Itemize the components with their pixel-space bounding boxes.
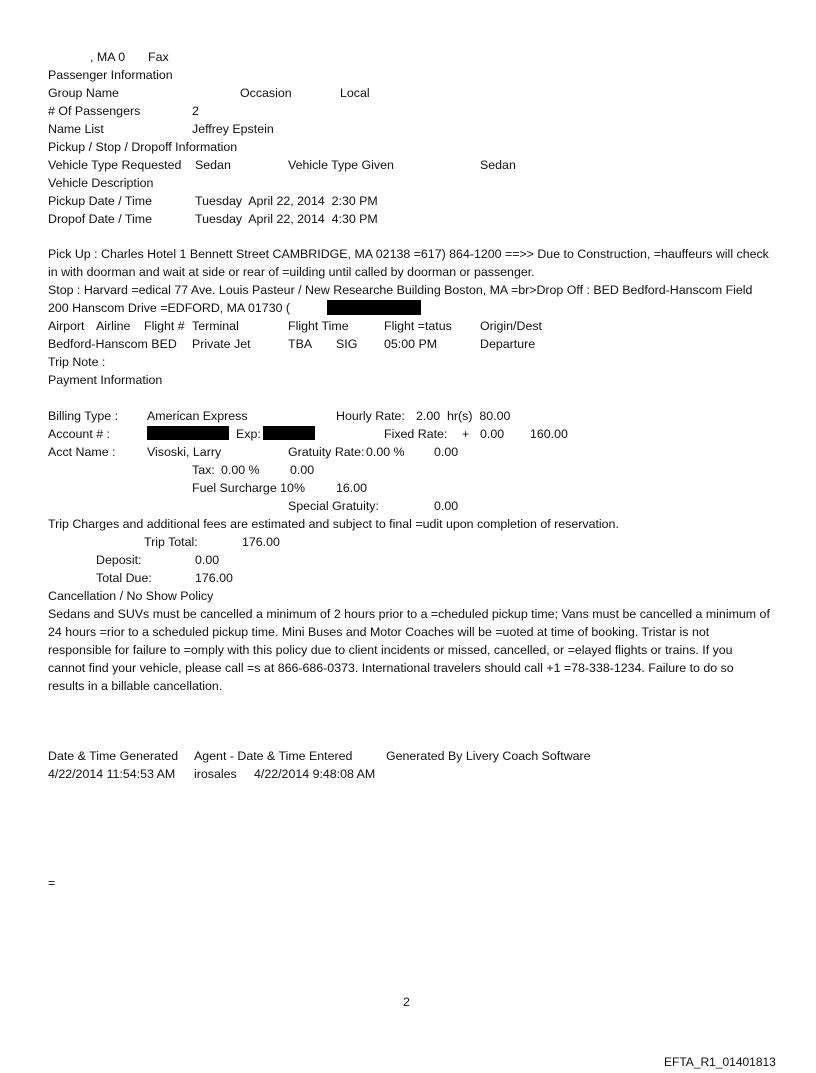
entered-value: 4/22/2014 9:48:08 AM	[254, 767, 376, 781]
flight-header-origin-dest: Origin/Dest	[480, 319, 542, 333]
page-number: 2	[403, 995, 410, 1009]
cancellation-title: Cancellation / No Show Policy	[48, 589, 214, 603]
flight-header-flight-no: Flight #	[144, 319, 185, 333]
gratuity-rate-label: Gratuity Rate:	[288, 445, 365, 459]
flight-header-terminal: Terminal	[192, 319, 239, 333]
billing-type-value: American Express	[147, 409, 248, 423]
fuel-surcharge-label: Fuel Surcharge 10%	[192, 481, 305, 495]
expiry-redaction	[263, 426, 315, 440]
header-city-state: , MA 0	[90, 50, 126, 64]
flight-number-value: TBA	[288, 337, 313, 351]
total-due-label: Total Due:	[96, 571, 152, 585]
deposit-value: 0.00	[195, 553, 220, 567]
name-list-value: Jeffrey Epstein	[192, 122, 274, 136]
flight-header-airline: Airline	[96, 319, 131, 333]
header-fax-label: Fax	[148, 50, 169, 64]
acct-name-value: Visoski, Larry	[147, 445, 222, 459]
dropoff-datetime-value: Tuesday April 22, 2014 4:30 PM	[195, 212, 378, 226]
total-due-value: 176.00	[195, 571, 233, 585]
vehicle-requested-value: Sedan	[195, 158, 231, 172]
deposit-label: Deposit:	[96, 553, 142, 567]
vehicle-given-label: Vehicle Type Given	[288, 158, 394, 172]
pickup-section-title: Pickup / Stop / Dropoff Information	[48, 140, 238, 154]
occasion-label: Occasion	[240, 86, 292, 100]
pickup-datetime-label: Pickup Date / Time	[48, 194, 152, 208]
payment-section-title: Payment Information	[48, 373, 163, 387]
flight-header-airport: Airport	[48, 319, 85, 333]
flight-terminal-value: SIG	[336, 337, 358, 351]
pickup-datetime-value: Tuesday April 22, 2014 2:30 PM	[195, 194, 378, 208]
acct-name-label: Acct Name :	[48, 445, 116, 459]
flight-time-value: 05:00 PM	[384, 337, 438, 351]
occasion-value: Local	[340, 86, 370, 100]
generated-label: Date & Time Generated	[48, 749, 179, 763]
flight-airport-value: Bedford-Hanscom BED	[48, 337, 177, 351]
special-gratuity-label: Special Gratuity:	[288, 499, 379, 513]
group-name-label: Group Name	[48, 86, 119, 100]
agent-value: irosales	[194, 767, 237, 781]
account-number-label: Account # :	[48, 427, 110, 441]
document-id: EFTA_R1_01401813	[664, 1055, 776, 1069]
trip-total-label: Trip Total:	[144, 535, 198, 549]
passengers-value: 2	[192, 104, 199, 118]
passenger-section-title: Passenger Information	[48, 68, 173, 82]
agent-entered-label: Agent - Date & Time Entered	[194, 749, 353, 763]
trip-total-value: 176.00	[242, 535, 280, 549]
fixed-rate-value: 0.00	[480, 427, 505, 441]
software-label: Generated By Livery Coach Software	[386, 749, 591, 763]
flight-airline-value: Private Jet	[192, 337, 251, 351]
fixed-rate-total: 160.00	[530, 427, 568, 441]
fixed-rate-label: Fixed Rate:	[384, 427, 448, 441]
equals-mark: =	[48, 876, 56, 890]
vehicle-given-value: Sedan	[480, 158, 516, 172]
fixed-rate-plus: +	[462, 427, 470, 441]
vehicle-description-label: Vehicle Description	[48, 176, 154, 190]
charges-note: Trip Charges and additional fees are estimated and subject to final =udit upon completion of reservation.	[48, 517, 619, 531]
billing-type-label: Billing Type :	[48, 409, 119, 423]
passengers-label: # Of Passengers	[48, 104, 141, 118]
pickup-address-text: Pick Up : Charles Hotel 1 Bennett Street CAMBRIDGE, MA 02138 =617) 864-1200 ==>> Due to Construction, =hauffeurs will check in with doorman and wait at side or rear of =uilding until called by doorman or passenger.	[48, 247, 769, 279]
dropoff-datetime-label: Dropof Date / Time	[48, 212, 152, 226]
flight-origin-dest-value: Departure	[480, 337, 536, 351]
tax-rate: 0.00 %	[221, 463, 260, 477]
special-gratuity-value: 0.00	[434, 499, 459, 513]
cancellation-policy-text: Sedans and SUVs must be cancelled a minimum of 2 hours prior to a =cheduled pickup time; Vans must be cancelled a minimum of 24 hours =rior to a scheduled pickup time. Mini Buses and Motor Coaches will be =uoted at time of booking. Tristar is not responsible for failure to =omply with this policy due to client incidents or missed, cancelled, or =elayed flights or trains. If you cannot find your vehicle, please call =s at 866-686-0373. International travelers should call +1 =78-338-1234. Failure to do so results in a billable cancellation.	[48, 607, 770, 693]
gratuity-rate-value: 0.00	[434, 445, 459, 459]
hourly-rate-label: Hourly Rate:	[336, 409, 405, 423]
stop-dropoff-text: Stop : Harvard =edical 77 Ave. Louis Pasteur / New Researche Building Boston, MA =br>Drop Off : BED Bedford-Hanscom Field 200 Hanscom Drive =EDFORD, MA 01730 (	[48, 283, 753, 315]
flight-header-status: Flight =tatus	[384, 319, 452, 333]
fuel-surcharge-value: 16.00	[336, 481, 368, 495]
hourly-rate-value: 2.00 hr(s) 80.00	[416, 409, 511, 423]
redaction-bar	[327, 300, 421, 315]
trip-note-label: Trip Note :	[48, 355, 106, 369]
tax-value: 0.00	[290, 463, 315, 477]
expiry-label: Exp:	[236, 427, 261, 441]
generated-value: 4/22/2014 11:54:53 AM	[48, 767, 176, 781]
flight-header-time: Flight Time	[288, 319, 349, 333]
tax-label: Tax:	[192, 463, 215, 477]
gratuity-rate-percent: 0.00 %	[366, 445, 405, 459]
name-list-label: Name List	[48, 122, 104, 136]
account-number-redaction	[147, 426, 229, 440]
vehicle-requested-label: Vehicle Type Requested	[48, 158, 182, 172]
